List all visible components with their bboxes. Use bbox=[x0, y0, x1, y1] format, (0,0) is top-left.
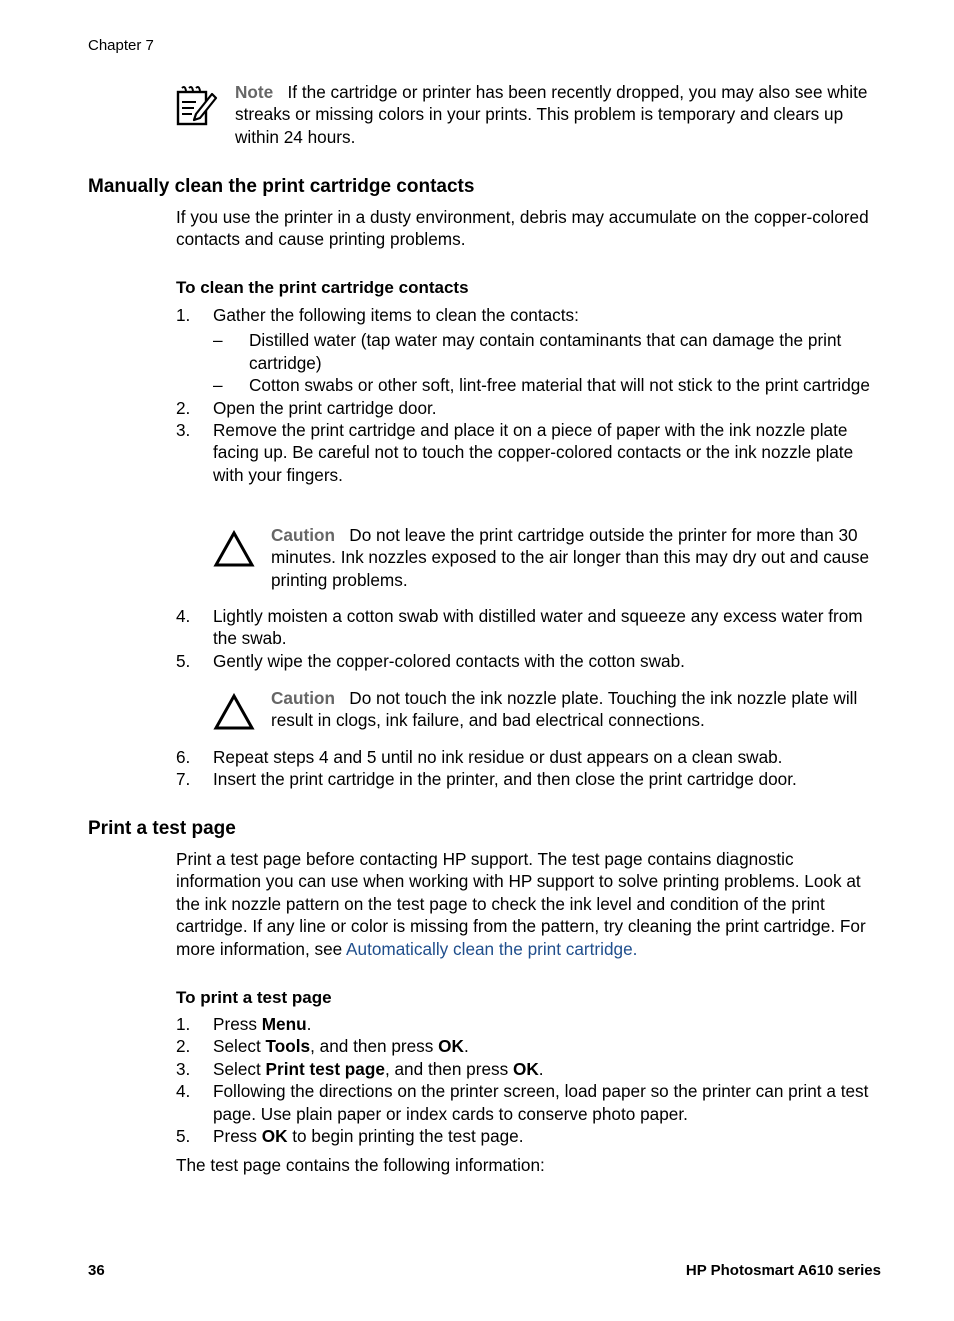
chapter-header: Chapter 7 bbox=[88, 37, 154, 54]
ui-term-ok: OK bbox=[438, 1036, 464, 1057]
bullet-text: Distilled water (tap water may contain contaminants that can damage the print cartridge) bbox=[249, 330, 842, 373]
note-body: If the cartridge or printer has been recently dropped, you may also see white streaks or missing colors in your prints. This problem is temporary and clears up within 24 hours. bbox=[235, 82, 868, 147]
step-text: Select bbox=[213, 1036, 266, 1057]
list-item: 5. Press OK to begin printing the test page. bbox=[176, 1126, 524, 1147]
product-name: HP Photosmart A610 series bbox=[685, 1262, 881, 1279]
ui-term-ok: OK bbox=[512, 1058, 539, 1079]
step-text: Press bbox=[213, 1014, 262, 1034]
cleaning-steps-list-final bbox=[176, 746, 882, 791]
step-text: . bbox=[463, 1036, 469, 1057]
step-text: . bbox=[306, 1014, 312, 1034]
step-text: Following the directions on the printer screen, load paper so the printer can print a test page. Use plain paper or index cards to conserve photo paper. bbox=[213, 1081, 869, 1124]
list-item: 1. Press Menu. bbox=[176, 1014, 312, 1034]
supplies-list bbox=[213, 329, 882, 396]
list-item: 6. Repeat steps 4 and 5 until no ink residue or dust appears on a clean swab. bbox=[176, 747, 783, 767]
caution-box bbox=[213, 524, 883, 591]
list-item: 2. Open the print cartridge door. bbox=[176, 397, 437, 418]
step-text: Insert the print cartridge in the printer, and then close the print cartridge door. bbox=[213, 769, 797, 790]
caution-label: Caution bbox=[271, 688, 335, 708]
list-item: – Cotton swabs or other soft, lint-free material that will not stick to the print cartridge bbox=[213, 375, 870, 396]
procedure-heading: To clean the print cartridge contacts bbox=[176, 278, 469, 297]
list-item: 5. Gently wipe the copper-colored contacts with the cotton swab. bbox=[176, 650, 685, 671]
step-text: , and then press bbox=[384, 1058, 513, 1079]
section-heading-test-page: Print a test page bbox=[88, 818, 236, 839]
section-heading-clean-contacts: Manually clean the print cartridge contacts bbox=[88, 176, 475, 197]
page-number: 36 bbox=[88, 1262, 105, 1279]
step-text: Select bbox=[213, 1058, 266, 1079]
step-text: Lightly moisten a cotton swab with distilled water and squeeze any excess water from the swab. bbox=[213, 606, 863, 649]
auto-clean-link[interactable]: Automatically clean the print cartridge. bbox=[346, 938, 638, 959]
ui-term-ok: OK bbox=[261, 1126, 288, 1147]
list-item: 2. Select Tools, and then press OK. bbox=[176, 1036, 469, 1057]
closing-text: The test page contains the following information: bbox=[176, 1155, 545, 1175]
list-item: – Distilled water (tap water may contain contaminants that can damage the print cartridge) bbox=[213, 330, 842, 373]
list-item: 3. Remove the print cartridge and place it on a piece of paper with the ink nozzle plate facing up. Be careful not to touch the copper-colored contacts or the ink nozzle plate with your fingers. bbox=[176, 420, 854, 485]
cleaning-steps-list bbox=[176, 304, 882, 486]
step-text: Press bbox=[213, 1126, 262, 1147]
ui-term-menu: Menu bbox=[261, 1014, 307, 1034]
caution-triangle-icon bbox=[213, 530, 255, 568]
caution-text: Do not leave the print cartridge outside the printer for more than 30 minutes. Ink nozzles exposed to the air longer than this may dry out and cause printing problems. bbox=[271, 525, 870, 590]
intro-text: Print a test page before contacting HP support. The test page contains diagnostic information you can use when working with HP support to solve printing problems. Look at the ink nozzle pattern on the test page to check the ink level and condition of the print cartridge. If any line or color is missing from the pattern, try cleaning the print cartridge. For more information, see bbox=[176, 849, 866, 959]
list-item: 3. Select Print test page, and then press OK. bbox=[176, 1058, 544, 1079]
bullet-text: Cotton swabs or other soft, lint-free material that will not stick to the print cartridge bbox=[249, 375, 870, 396]
step-text: to begin printing the test page. bbox=[287, 1126, 524, 1147]
step-text: Remove the print cartridge and place it on a piece of paper with the ink nozzle plate facing up. Be careful not to touch the copper-colored contacts or the ink nozzle plate with your fingers. bbox=[213, 420, 854, 485]
list-item: 4. Following the directions on the printer screen, load paper so the printer can print a test page. Use plain paper or index cards to conserve photo paper. bbox=[176, 1081, 869, 1124]
caution-label: Caution bbox=[271, 525, 335, 545]
list-item: 1. Gather the following items to clean the contacts: – Distilled water (tap water may contain contaminants that can damage the print cartridge) – Cotton swabs or other soft, lint-free material that will not stick to the print cartridge bbox=[176, 304, 882, 397]
caution-box bbox=[213, 687, 883, 732]
step-text: Gather the following items to clean the contacts: bbox=[213, 305, 579, 325]
section-intro bbox=[176, 848, 882, 960]
ui-term-print-test-page: Print test page bbox=[265, 1058, 385, 1079]
list-item: 4. Lightly moisten a cotton swab with distilled water and squeeze any excess water from the swab. bbox=[176, 606, 863, 649]
step-text: Repeat steps 4 and 5 until no ink residue or dust appears on a clean swab. bbox=[213, 747, 783, 767]
section-intro: If you use the printer in a dusty environment, debris may accumulate on the copper-colored contacts and cause printing problems. bbox=[176, 207, 869, 250]
note-pad-icon bbox=[174, 84, 218, 128]
note-text bbox=[235, 81, 875, 148]
step-text: , and then press bbox=[310, 1036, 439, 1057]
cleaning-steps-list-continued bbox=[176, 605, 882, 672]
procedure-heading: To print a test page bbox=[176, 988, 332, 1007]
step-text: Gently wipe the copper-colored contacts with the cotton swab. bbox=[213, 650, 685, 671]
caution-text: Do not touch the ink nozzle plate. Touching the ink nozzle plate will result in clogs, ink failure, and bad electrical connections. bbox=[271, 688, 858, 731]
test-page-steps-list bbox=[176, 1013, 882, 1147]
list-item: 7. Insert the print cartridge in the printer, and then close the print cartridge door. bbox=[176, 769, 797, 790]
note-label: Note bbox=[235, 82, 274, 102]
step-text: . bbox=[538, 1058, 544, 1079]
caution-triangle-icon bbox=[213, 693, 255, 731]
ui-term-tools: Tools bbox=[265, 1036, 311, 1057]
step-text: Open the print cartridge door. bbox=[213, 397, 437, 418]
